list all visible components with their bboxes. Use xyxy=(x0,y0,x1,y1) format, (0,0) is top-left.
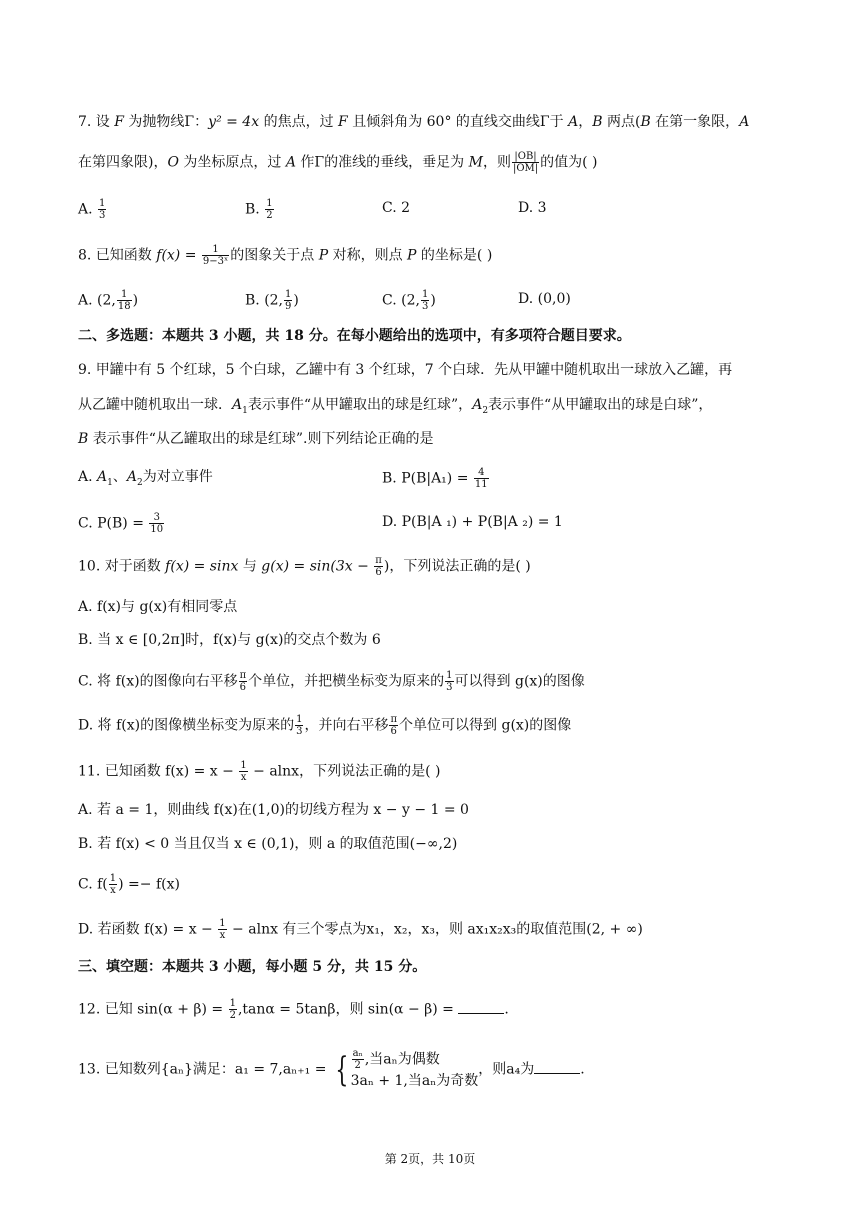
q11-option-c: C. f( $\frac{1}{x}$ ) =− f(x) xyxy=(78,873,180,896)
q11-stem: 11. 已知函数 f(x) = x − $\frac{1}{x}$ − alnx，下列说法正确的是( ) xyxy=(78,760,441,783)
q9-line1: 9. 甲罐中有 5 个红球，5 个白球，乙罐中有 3 个红球，7 个白球．先从甲罐中随机取出一球放入乙罐，再 xyxy=(78,362,733,378)
q13-stem: 13. 已知数列{aₙ}满足：a₁ = 7,aₙ₊₁ = { $\frac{\text{aₙ}}{2}$ ,当aₙ为偶数 3aₙ + 1,当aₙ为奇数 ，则a₄为 . xyxy=(78,1048,585,1090)
q8-option-d: D. (0,0) xyxy=(518,291,571,307)
q7-option-d: D. 3 xyxy=(518,200,547,216)
q10-option-a: A. f(x)与 g(x)有相同零点 xyxy=(78,599,238,615)
q8-option-a: A. (2, $\frac{1}{18}$ ) xyxy=(78,289,139,312)
page-footer: 第 2页，共 10页 xyxy=(384,1152,476,1166)
q10-option-b: B. 当 x ∈ [0,2π]时，f(x)与 g(x)的交点个数为 6 xyxy=(78,632,381,648)
q7-line1: 7. 设 F 为抛物线Γ：y² = 4x 的焦点，过 F 且倾斜角为 60° 的直线交曲线Γ于 A，B 两点(B 在第一象限，A xyxy=(78,114,750,130)
q11-option-a: A. 若 a = 1，则曲线 f(x)在(1,0)的切线方程为 x − y − 1 = 0 xyxy=(78,802,469,818)
section-3-heading: 三、填空题：本题共 3 小题，每小题 5 分，共 15 分。 xyxy=(78,959,427,975)
q9-option-c: C. P(B) = $\frac{3}{10}$ xyxy=(78,512,164,535)
q7-option-a: A. $\frac{1}{3}$ xyxy=(78,198,106,221)
q9-line3: B 表示事件“从乙罐取出的球是红球”.则下列结论正确的是 xyxy=(78,431,434,447)
q10-option-d: D. 将 f(x)的图像横坐标变为原来的 $\frac{1}{3}$ ，并向右平移 $\frac{\pi}{6}$ 个单位可以得到 g(x)的图像 xyxy=(78,714,572,737)
q7-line2: 在第四象限)，O 为坐标原点，过 A 作Γ的准线的垂线，垂足为 M，则 $\frac{|OB|}{|OM|}$ 的值为( ) xyxy=(78,151,598,174)
q7-fraction: $\frac{|OB|}{|OM|}$ xyxy=(512,151,539,174)
q7-option-c: C. 2 xyxy=(382,200,411,216)
q12-stem: 12. 已知 sin(α + β) = $\frac{1}{2}$ ,tanα = 5tanβ，则 sin(α − β) = . xyxy=(78,998,509,1021)
q7-option-b: B. $\frac{1}{2}$ xyxy=(245,198,273,221)
q12-answer-blank xyxy=(458,1001,504,1014)
q9-line2: 从乙罐中随机取出一球．$A_1$表示事件“从甲罐取出的球是红球”，$A_2$表示事件“从甲罐取出的球是白球”， xyxy=(78,397,713,416)
q9-option-a: A. $A_1$、$A_2$为对立事件 xyxy=(78,469,213,488)
q11-option-b: B. 若 f(x) < 0 当且仅当 x ∈ (0,1)，则 a 的取值范围(−∞,2) xyxy=(78,836,458,852)
q8-option-c: C. (2, $\frac{1}{3}$ ) xyxy=(382,289,436,312)
q11-option-d: D. 若函数 f(x) = x − $\frac{1}{x}$ − alnx 有三个零点为x₁，x₂，x₃，则 ax₁x₂x₃的取值范围(2, + ∞) xyxy=(78,918,643,941)
q10-option-c: C. 将 f(x)的图像向右平移 $\frac{\pi}{6}$ 个单位，并把横坐标变为原来的 $\frac{1}{3}$ 可以得到 g(x)的图像 xyxy=(78,670,585,693)
q8-option-b: B. (2, $\frac{1}{9}$ ) xyxy=(245,289,299,312)
q8-stem: 8. 已知函数 f(x) = $\frac{1}{\text{9−3ˣ}}$ 的图象关于点 P 对称，则点 P 的坐标是( ) xyxy=(78,244,493,267)
q13-answer-blank xyxy=(534,1061,580,1074)
q9-option-d: D. P(B|A ₁) + P(B|A ₂) = 1 xyxy=(382,514,563,530)
q10-stem: 10. 对于函数 f(x) = sinx 与 g(x) = sin(3x − $\frac{\pi}{6}$ )，下列说法正确的是( ) xyxy=(78,555,531,578)
q13-cases: $\frac{\text{aₙ}}{2}$ ,当aₙ为偶数 3aₙ + 1,当aₙ为奇数 xyxy=(350,1048,479,1089)
cases-brace: { xyxy=(335,1049,349,1090)
section-2-heading: 二、多选题：本题共 3 小题，共 18 分。在每小题给出的选项中，有多项符合题目要求。 xyxy=(78,328,631,344)
q9-option-b: B. P(B|A₁) = $\frac{4}{11}$ xyxy=(382,467,488,490)
